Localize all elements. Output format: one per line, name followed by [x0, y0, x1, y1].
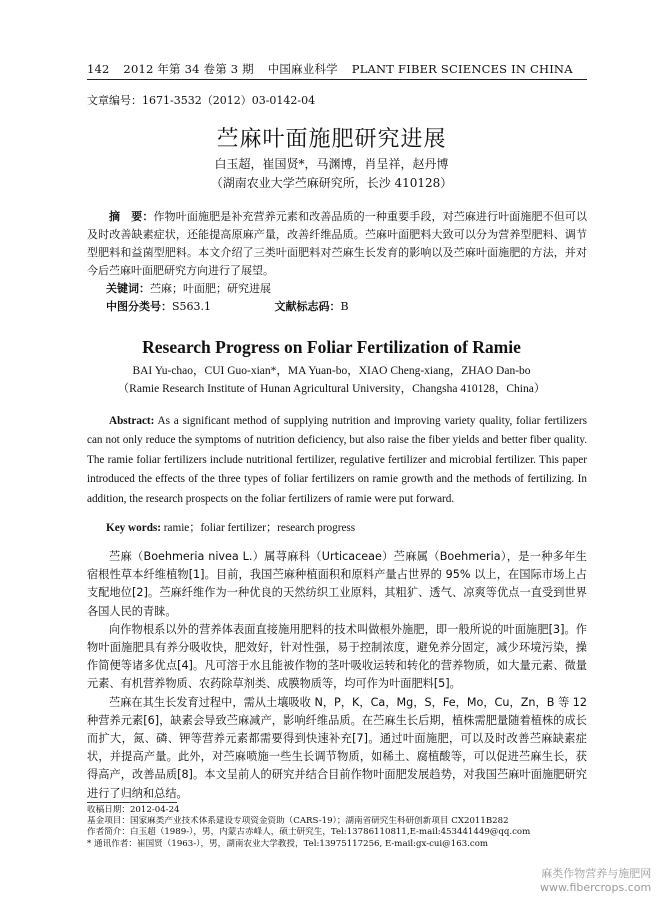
- body-paragraph-2: 向作物根系以外的营养体表面直接施用肥料的技术叫做根外施肥，即一般所说的叶面施肥[3]。作物叶面施肥具有养分吸收快，肥效好，针对性强，易于控制浓度，避免养分固定，减少环境污染，操作简便等诸多优点[4]。凡可溶于水且能被作物的茎叶吸收运转和转化的营养物质，如大量元素、微量元素、有机营养物质、农药除草剂类、成膜物质等，均可作为叶面肥料[5]。: [87, 622, 587, 691]
- footnote-fund: 基金项目：国家麻类产业技术体系建设专项资金资助（CARS-19）；湖南省研究生科研创新项目 CX2011B282: [87, 816, 509, 827]
- clc-label: 中图分类号：: [106, 300, 172, 313]
- abstract-cn: [87, 208, 587, 280]
- keywords-en-text: ramie；foliar fertilizer；research progress: [163, 522, 356, 534]
- authors-cn: 白玉超，崔国贤*，马渊博，肖呈祥，赵丹博: [214, 157, 449, 171]
- running-header: [87, 61, 587, 77]
- doc-code-value: B: [340, 300, 349, 313]
- footnotes: [87, 805, 587, 850]
- affiliation-cn: （湖南农业大学苎麻研究所，长沙 410128）: [210, 176, 453, 190]
- keywords-cn-text: 苎麻；叶面肥；研究进展: [150, 282, 271, 295]
- abstract-en-label: Abstract:: [109, 415, 155, 427]
- abstract-en: [87, 412, 587, 509]
- header-rule: [87, 79, 587, 80]
- footnote-author: 作者简介：白玉超（1989-），男，内蒙古赤峰人，硕士研究生，Tel:13786110811,E-mail:453441449@qq.com: [87, 827, 531, 838]
- abstract-cn-label: 摘 要：: [109, 210, 154, 223]
- keywords-cn-label: 关键词：: [106, 282, 150, 295]
- journal-name-en: PLANT FIBER SCIENCES IN CHINA: [351, 62, 573, 76]
- clc-value: S563.1: [172, 300, 212, 313]
- authors-en: BAI Yu-chao，CUI Guo-xian*，MA Yuan-bo，XIAO Cheng-xiang，ZHAO Dan-bo: [132, 365, 531, 377]
- abstract-en-text: As a significant method of supplying nutrition and improving variety quality, foliar fertilizers can not only reduce the symptoms of nutrition deficiency, but also raise the fiber yields and better fiber quality. The ramie foliar fertilizers include nutritional fertilizer, regulative fertilizer and microbial fertilizer. This paper introduced the effects of the three types of foliar fertilizers on ramie growth and the methods of fertilizing. In addition, the research prospects on the foliar fertilizers of ramie were put forward.: [87, 415, 587, 505]
- abstract-cn-text: 作物叶面施肥是补充营养元素和改善品质的一种重要手段，对苎麻进行叶面施肥不但可以及时改善缺素症状，还能提高原麻产量，改善纤维品质。苎麻叶面肥料大致可以分为营养型肥料、调节型肥料和益菌型肥料。本文介绍了三类叶面肥料对苎麻生长发育的影响以及苎麻叶面施肥的方法，并对今后苎麻叶面肥研究方向进行了展望。: [87, 210, 588, 277]
- keywords-en: [106, 519, 355, 535]
- journal-name-cn: 中国麻业科学: [267, 62, 338, 76]
- body-paragraph-1: 苎麻（Boehmeria nivea L.）属荨麻科（Urticaceae）苎麻属（Boehmeria），是一种多年生宿根性草本纤维植物[1]。目前，我国苎麻种植面积和原料产量占世界的 95% 以上，在国际市场上占支配地位[2]。苎麻纤维作为一种优良的天然纺织工业原料，其粗犷、透气、凉爽等优点一直受到世界各国人民的青睐。: [87, 550, 587, 618]
- doc-code-label: 文献标志码：: [274, 300, 341, 313]
- footnote-corresponding: * 通讯作者：崔国贤（1963-），男，湖南农业大学教授，Tel:13975117256, E-mail:gx-cui@163.com: [87, 838, 489, 849]
- affiliation-en: （Ramie Research Institute of Hunan Agricultural University，Changsha 410128，China）: [117, 383, 546, 395]
- page-number: 142: [87, 62, 110, 76]
- footnote-rule: [87, 802, 177, 803]
- title-en: Research Progress on Foliar Fertilization of Ramie: [142, 337, 521, 357]
- article-number: 文章编号：1671-3532（2012）03-0142-04: [87, 94, 316, 107]
- body-paragraph-3: 苎麻在其生长发育过程中，需从土壤吸收 N，P，K，Ca，Mg，S，Fe，Mo，Cu，Zn，B 等 12 种营养元素[6]，缺素会导致苎麻减产，影响纤维品质。在苎麻生长后期，植株需肥量随着植株的成长而扩大，氮、磷、钾等营养元素都需要得到快速补充[7]。通过叶面施肥，可以及时改善苎麻缺素症状，并提高产量。此外，对苎麻喷施一些生长调节物质，如稀土、腐植酸等，可以促进苎麻生长，获得高产，改善品质[8]。本文呈前人的研究并结合目前作物叶面肥发展趋势，对我国苎麻叶面施肥研究进行了归纳和总结。: [87, 695, 587, 800]
- body-text: [87, 548, 587, 803]
- classification: [106, 298, 409, 314]
- footnote-received: 收稿日期：2012-04-24: [87, 805, 180, 815]
- watermark: [540, 867, 651, 895]
- title-cn: 苎麻叶面施肥研究进展: [216, 127, 447, 152]
- keywords-cn: [106, 280, 271, 296]
- watermark-url: www.fibercrops.com: [540, 881, 652, 894]
- watermark-cn: 麻类作物营养与施肥网: [541, 867, 652, 880]
- keywords-en-label: Key words:: [106, 522, 161, 534]
- issue-info: 2012 年第 34 卷第 3 期: [123, 62, 254, 76]
